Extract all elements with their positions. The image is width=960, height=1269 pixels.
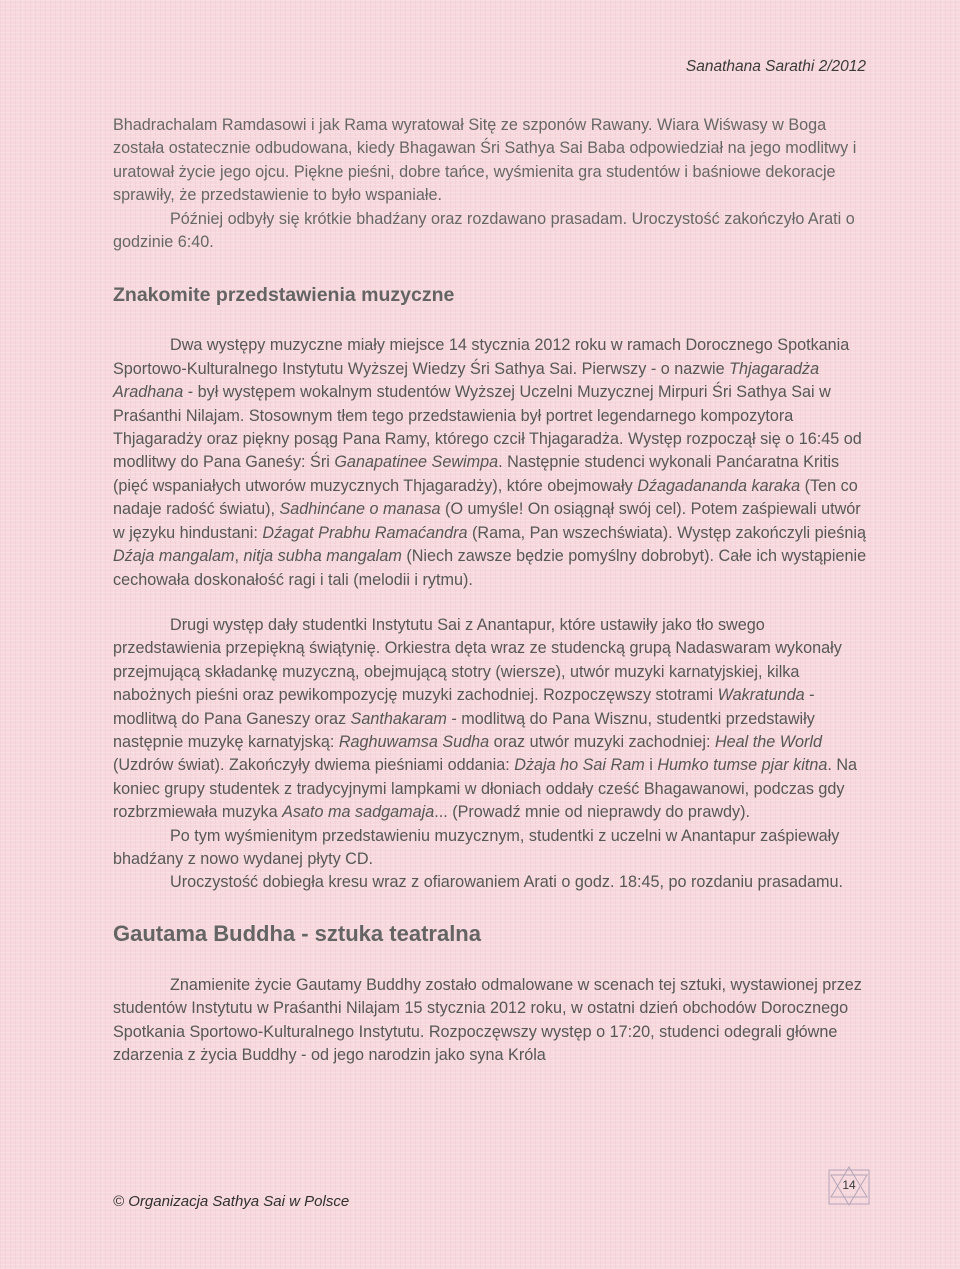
music-paragraph-1 — [113, 334, 873, 591]
text-run: . Na koniec grupy studentek z tradycyjnymi lampkami w dłoniach oddały cześć Bhagawanowi, podczas gdy rozbrzmiewała muzyka — [113, 756, 858, 822]
text-run: - modlitwą do Pana Wisznu, studentki przedstawiły następnie muzykę karnatyjską: — [113, 709, 815, 751]
title-italic: Raghuwamsa Sudha — [338, 732, 490, 751]
title-italic: Dżaja ho Sai Ram — [514, 756, 645, 775]
intro-paragraph: Bhadrachalam Ramdasowi i jak Rama wyratował Sitę ze szponów Rawany. Wiara Wiśwasy w Boga została ostatecznie odbudowana, kiedy Bhagawan Śri Sathya Sai Baba odpowiedział na jego modlitwy i uratował życie jego ojcu. Piękne pieśni, dobre tańce, wyśmienita gra studentów i baśniowe dekoracje sprawiły, że przedstawienie to było wspaniałe. — [113, 116, 857, 205]
section-heading-music: Znakomite przedstawienia muzyczne — [113, 284, 455, 307]
text-run: Dwa występy muzyczne miały miejsce 14 stycznia 2012 roku w ramach Dorocznego Spotkania Sportowo-Kulturalnego Instytutu Wyższej Wiedzy Śri Sathya Sai. Pierwszy - o nazwie — [113, 336, 850, 378]
section-heading-buddha: Gautama Buddha - sztuka teatralna — [113, 920, 481, 946]
title-italic: Thjagaradża Aradhana — [113, 359, 820, 402]
text-run: (O umyśle! On osiągnął swój cel). Potem zaśpiewali utwór w języku hindustani: — [113, 500, 861, 542]
title-italic: Wakratunda — [717, 686, 805, 705]
title-italic: nitja subha mangalam — [243, 547, 402, 566]
title-italic: Asato ma sadgamaja — [282, 803, 435, 822]
title-italic: Heal the World — [714, 732, 823, 751]
article-body — [113, 114, 873, 1067]
text-run: (Rama, Pan wszechświata). Występ zakończyli pieśnią — [467, 523, 866, 542]
text-run: (Ten co nadaje radość światu), — [113, 476, 858, 519]
intro-block — [113, 114, 873, 254]
title-italic: Santhakaram — [350, 709, 447, 728]
text-run: (Niech zawsze będzie pomyślny dobrobyt). Całe ich wystąpienie cechowała doskonałość ragi i tali (melodii i rytmu). — [113, 547, 867, 589]
title-italic: Dźaja mangalam — [113, 547, 235, 566]
title-italic: Dźagadananda karaka — [637, 476, 801, 495]
text-run: Drugi występ dały studentki Instytutu Sai z Anantapur, które ustawiły jako tło swego przedstawienia przepiękną świątynię. Orkiestra dęta wraz ze studencką grupą Nadaswaram wykonały przejmującą składankę muzyczną, obejmującą stotry (wiersze), utwór muzyki karnatyjskiej, kilka nabożnych pieśni oraz pewikompozycję muzyki zachodniej. Rozpoczęwszy stotrami — [113, 615, 842, 705]
text-run: (Uzdrów świat). Zakończyły dwiema pieśniami oddania: — [113, 756, 515, 775]
buddha-paragraph-1: Znamienite życie Gautamy Buddhy zostało odmalowane w scenach tej sztuki, wystawionej przez studentów Instytutu w Praśanthi Nilajam 15 stycznia 2012 roku, w ostatni dzień obchodów Dorocznego Spotkania Sportowo-Kulturalnego Instytutu. Rozpoczęwszy występ o 17:20, studenci odegrali główne zdarzenia z życia Buddhy - od jego narodzin jako syna Króla — [113, 975, 862, 1064]
text-run: i — [644, 756, 658, 775]
intro-paragraph-2: Później odbyły się krótkie bhadźany oraz rozdawano prasadam. Uroczystość zakończyło Arati o godzinie 6:40. — [113, 209, 855, 252]
title-italic: Dźagat Prabhu Ramaćandra — [262, 523, 468, 542]
title-italic: Ganapatinee Sewimpa — [334, 453, 499, 472]
text-run: ... (Prowadź mnie od nieprawdy do prawdy). — [434, 803, 751, 822]
text-run: - był występem wokalnym studentów Wyższej Uczelni Muzycznej Mirpuri Śri Sathya Sai w Praśanthi Nilajam. Stosownym tłem tego przedstawienia był portret legendarnego kompozytora Thjagaradży oraz piękny posąg Pana Ramy, którego czcił Thjagaradża. Występ rozpoczął się o 16:45 od modlitwy do Pana Ganeśy: Śri — [113, 383, 862, 472]
text-run: . Następnie studenci wykonali Panćaratna Kritis (pięć wspaniałych utworów muzycznych Thjagaradży), które obejmowały — [113, 453, 840, 495]
music-paragraph-2 — [113, 614, 873, 825]
music-paragraph-4: Uroczystość dobiegła kresu wraz z ofiarowaniem Arati o godz. 18:45, po rozdaniu prasadamu. — [170, 873, 844, 892]
page-number-badge — [826, 1166, 872, 1206]
title-italic: Humko tumse pjar kitna — [657, 756, 828, 775]
music-paragraph-3: Po tym wyśmienitym przedstawieniu muzycznym, studentki z uczelni w Anantapur zaśpiewały bhadźany z nowo wydanej płyty CD. — [113, 826, 840, 868]
footer-copyright: © Organizacja Sathya Sai w Polsce — [113, 1193, 350, 1210]
running-header: Sanathana Sarathi 2/2012 — [685, 58, 866, 75]
page-number: 14 — [842, 1178, 856, 1192]
title-italic: Sadhinćane o manasa — [279, 500, 441, 519]
text-run: , — [234, 547, 244, 566]
text-run: - modlitwą do Pana Ganeszy oraz — [113, 686, 815, 728]
paragraph-gap — [113, 592, 873, 614]
text-run: oraz utwór muzyki zachodniej: — [489, 732, 715, 751]
